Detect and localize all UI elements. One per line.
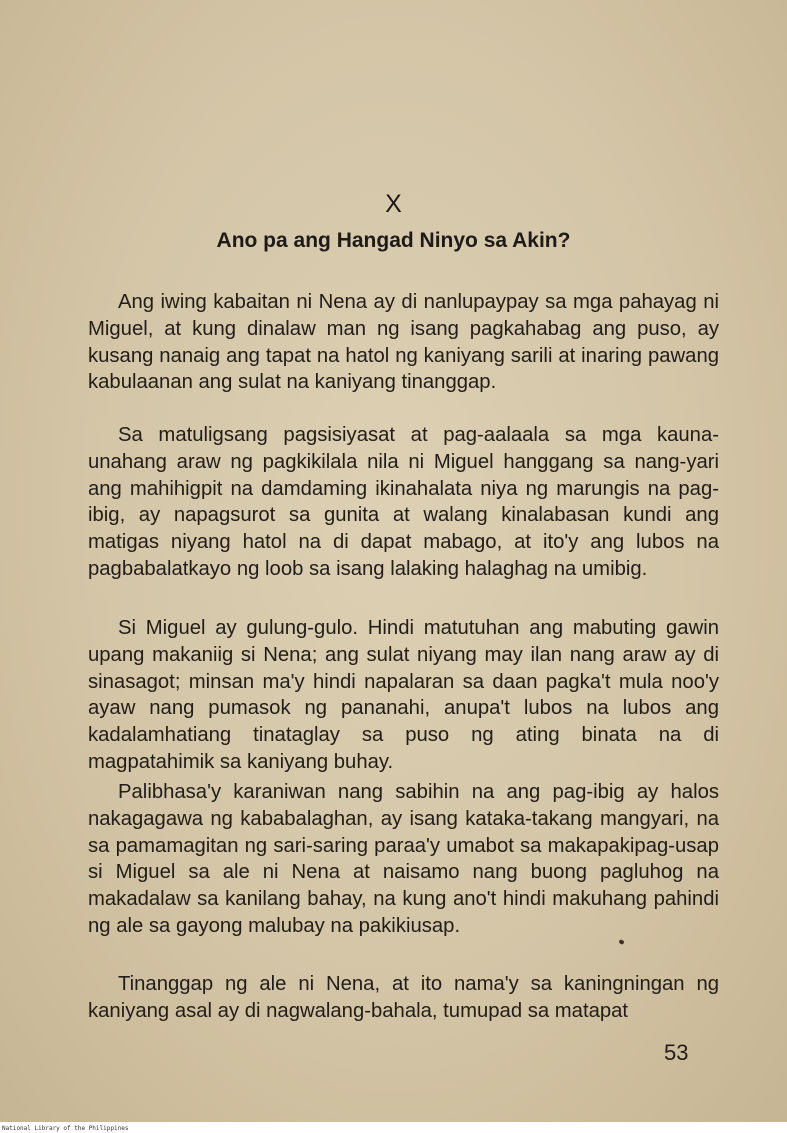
chapter-title: Ano pa ang Hangad Ninyo sa Akin? (216, 229, 571, 252)
paragraph: Ang iwing kabaitan ni Nena ay di nanlupaypay sa mga pahayag ni Miguel, at kung dinalaw man ng isang pagkahabag ang puso, ay kusang nanaig ang tapat na hatol ng kaniyang sarili at inaring pawang kabulaanan ang sulat na kaniyang tinanggap. (88, 291, 719, 394)
page-number: 53 (664, 1040, 689, 1065)
chapter-number: X (385, 190, 402, 218)
footer-credit: National Library of the Philippines (2, 1125, 129, 1132)
paragraph: Tinanggap ng ale ni Nena, at ito nama'y sa kaningningan ng kaniyang asal ay di nagwalang-bahala, tumupad sa matapat (88, 973, 719, 1022)
paragraph: Palibhasa'y karaniwan nang sabihin na ang pag-ibig ay halos nakagagawa ng kababalaghan, ay isang kataka-takang mangyari, na sa pamamagitan ng sari-saring paraa'y umabot sa makapakipag-usap si Miguel sa ale ni Nena at naisamo nang buong pagluhog na makadalaw sa kanilang bahay, na kung ano't hindi makuhang pahindi ng ale sa gayong malubay na pakikiusap. (88, 781, 719, 937)
paragraph: Sa matuligsang pagsisiyasat at pag-aalaala sa mga kauna-unahang araw ng pagkikilala nila ni Miguel hanggang sa nang-yari ang mahihigpit na damdaming ikinahalata niya ng marungis na pag-ibig, ay napagsurot sa gunita at walang kinalabasan kundi ang matigas niyang hatol na di dapat mabago, at ito'y ang lubos na pagbabalatkayo ng loob sa isang lalaking halaghag na umibig. (88, 424, 719, 580)
ink-speck (618, 939, 624, 945)
paragraph: Si Miguel ay gulung-gulo. Hindi matutuhan ang mabuting gawin upang makaniig si Nena; ang sulat niyang may ilan nang araw ay di sinasagot; minsan ma'y hindi napalaran sa daan pagka't mula noo'y ayaw nang pumasok ng pananahi, anupa't lubos na lubos ang kadalamhatiang tinataglay sa puso ng ating binata na di magpatahimik sa kaniyang buhay. (88, 617, 719, 773)
